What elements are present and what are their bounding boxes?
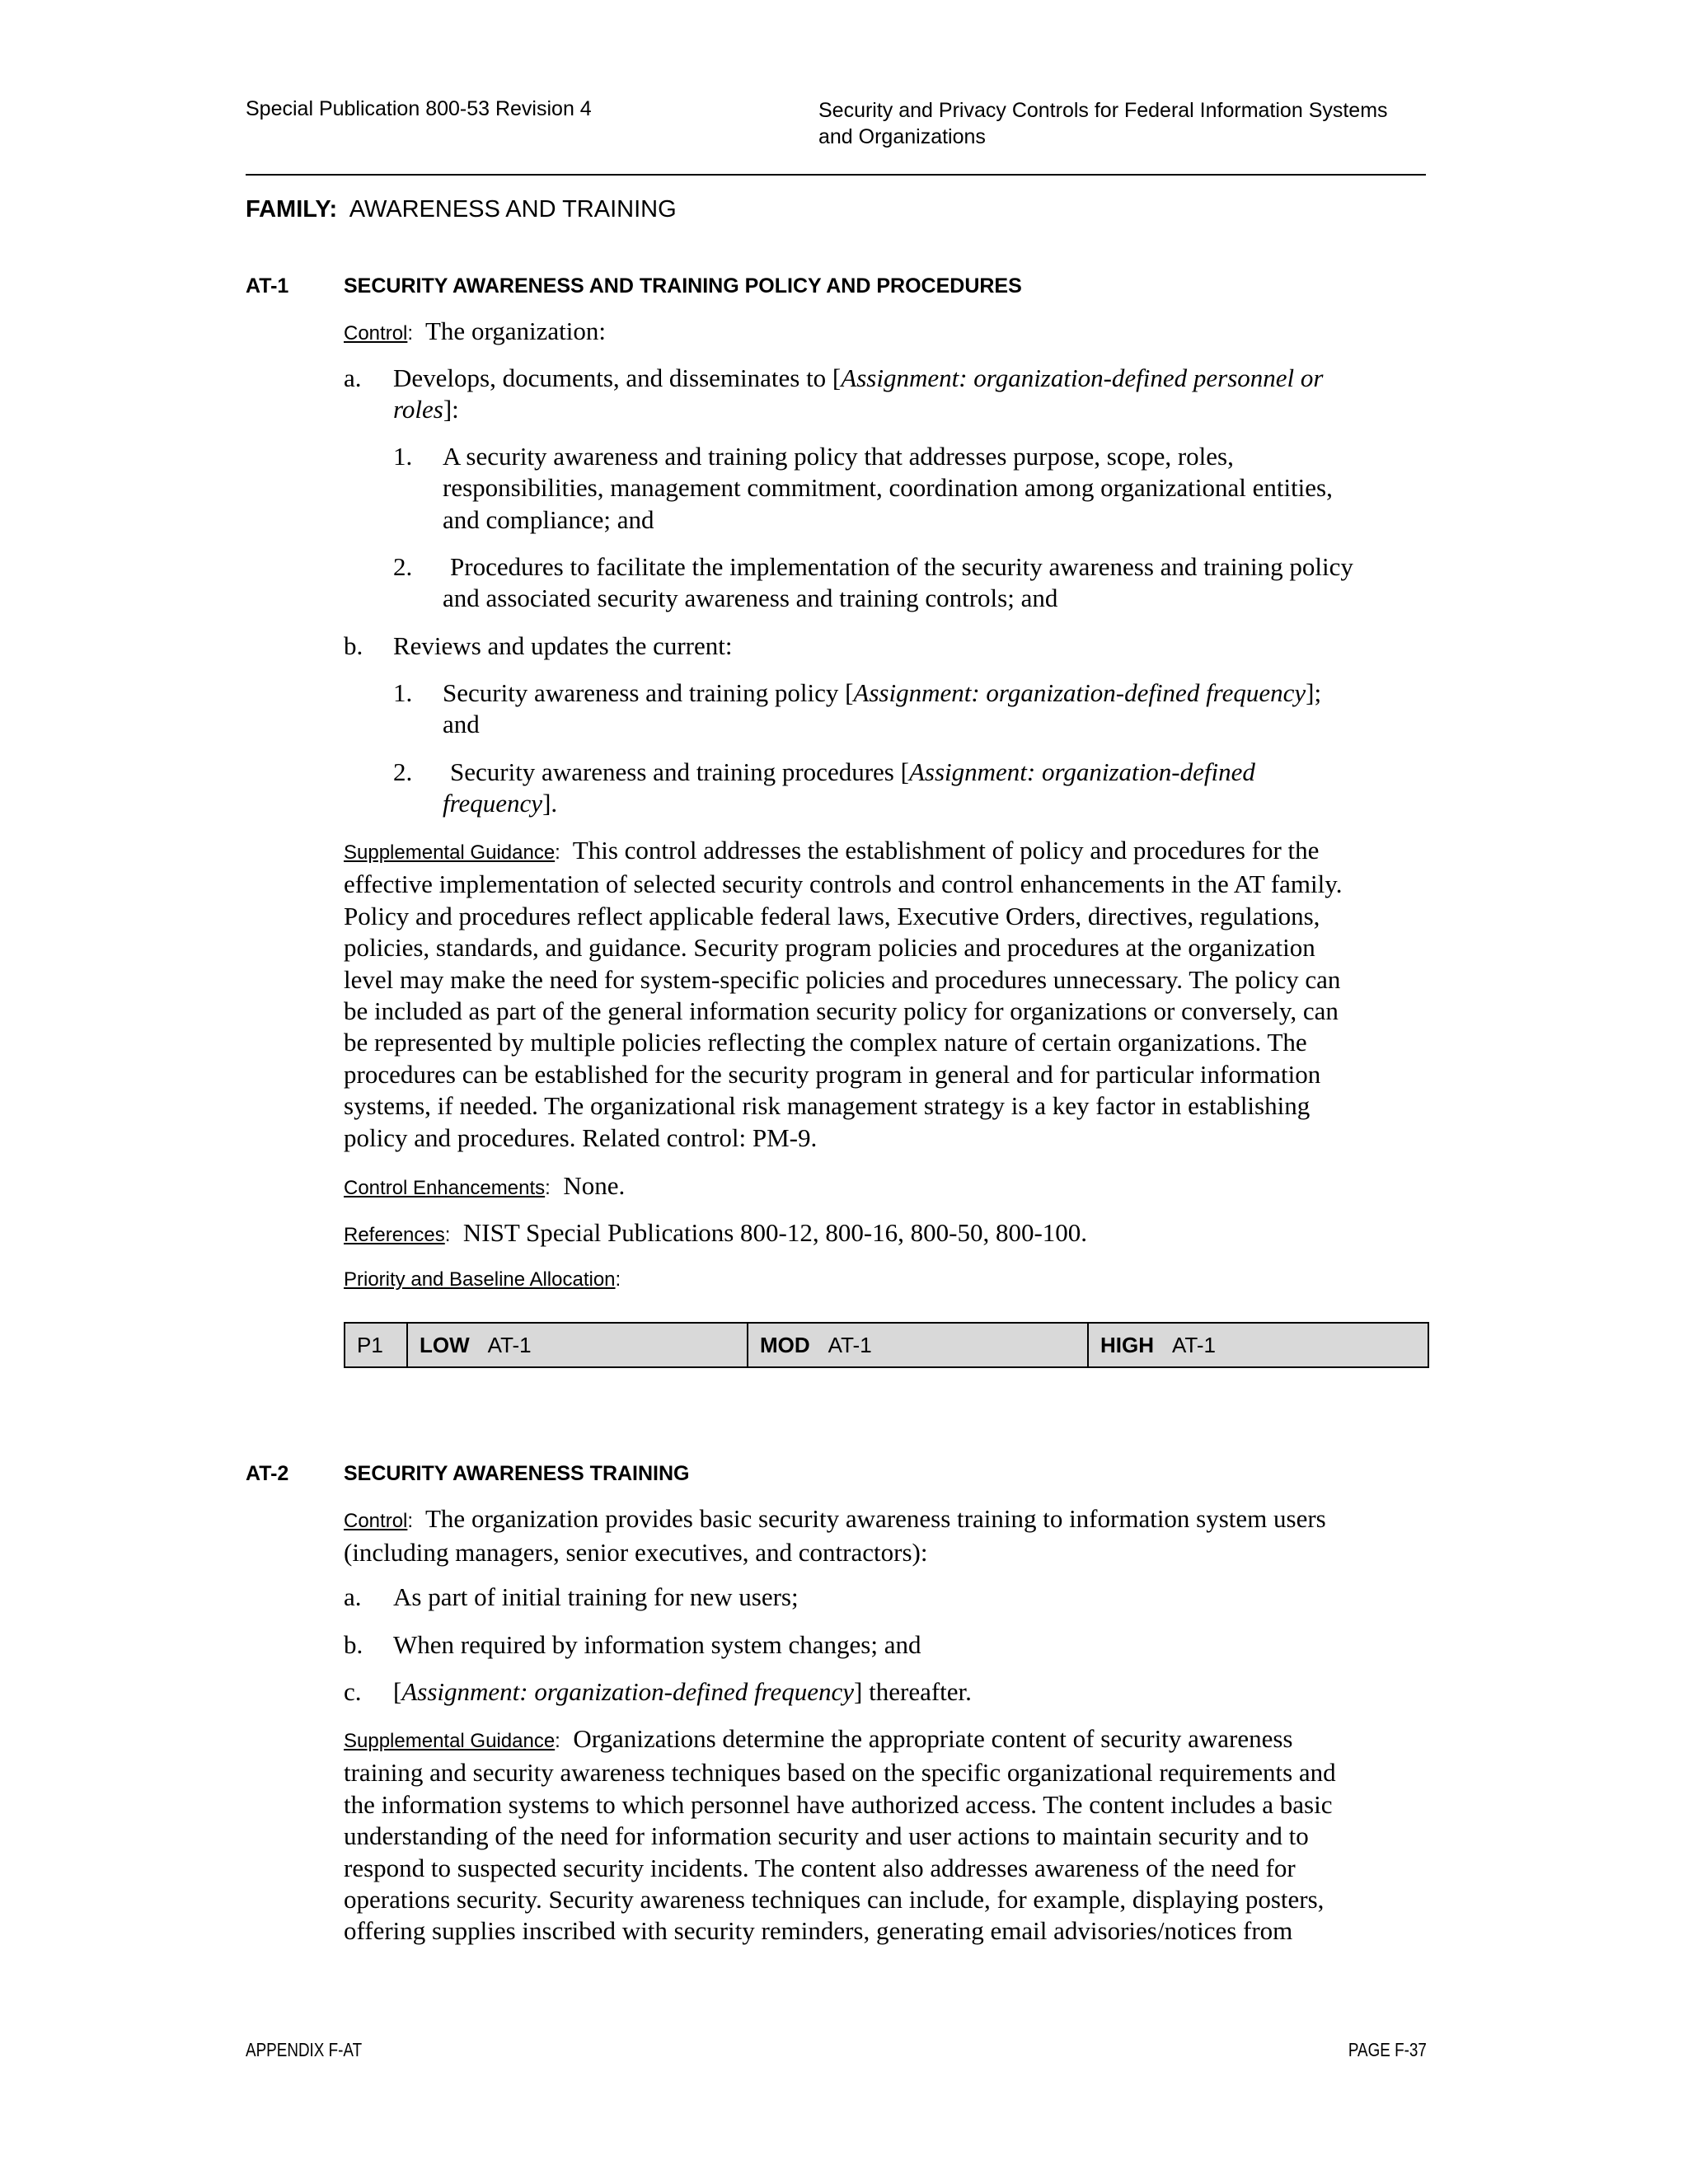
high-label: HIGH bbox=[1100, 1332, 1154, 1357]
at1-item-a-text1: Develops, documents, and disseminates to [ bbox=[393, 363, 842, 392]
at1-sg-line: policies, standards, and guidance. Security program policies and procedures at the organization bbox=[344, 933, 1315, 963]
at1-ce-text: None. bbox=[563, 1171, 626, 1200]
at1-control-intro: The organization: bbox=[425, 316, 606, 345]
at1-item-b bbox=[344, 630, 1428, 662]
at1-item-a-text2: ]: bbox=[443, 395, 459, 424]
footer-appendix: APPENDIX F-AT bbox=[246, 2039, 363, 2060]
at2-item-c-assign: Assignment: organization-defined frequency bbox=[401, 1677, 855, 1706]
header-rule bbox=[246, 174, 1426, 176]
at2-sg-line: the information systems to which personnel have authorized access. The content includes a basic bbox=[344, 1789, 1333, 1819]
at1-item-b-marker: b. bbox=[344, 631, 363, 660]
high-value: AT-1 bbox=[1172, 1332, 1216, 1357]
at1-id: AT-1 bbox=[246, 274, 289, 298]
at2-control: Control: The organization provides basic security awareness training to information system users (including managers, senior executives, and contractors): bbox=[344, 1503, 1428, 1569]
at1-item-a bbox=[344, 363, 1428, 426]
low-baseline-cell bbox=[406, 1324, 747, 1366]
at1-sg-line: level may make the need for system-specific policies and procedures unnecessary. The policy can bbox=[344, 964, 1341, 994]
at1-item-b1 bbox=[393, 677, 1428, 741]
at1-sg-line: systems, if needed. The organizational risk management strategy is a key factor in establishing bbox=[344, 1091, 1311, 1121]
at1-sg-line: policy and procedures. Related control: PM-9. bbox=[344, 1122, 818, 1152]
mod-label: MOD bbox=[760, 1332, 810, 1357]
baseline-allocation-table bbox=[344, 1322, 1429, 1368]
at1-item-a-assign: Assignment: organization-defined personnel or bbox=[841, 363, 1324, 392]
at1-item-b1-marker: 1. bbox=[393, 678, 413, 707]
at1-sg-line: This control addresses the establishment of policy and procedures for the bbox=[572, 836, 1320, 865]
mod-baseline-cell bbox=[747, 1324, 1087, 1366]
mod-value: AT-1 bbox=[828, 1332, 872, 1357]
at1-title: SECURITY AWARENESS AND TRAINING POLICY AND PROCEDURES bbox=[344, 274, 1022, 298]
at1-control-enhancements: Control Enhancements: None. bbox=[344, 1171, 626, 1200]
at1-ce-label: Control Enhancements bbox=[344, 1177, 546, 1199]
at1-control-label: Control bbox=[344, 322, 408, 344]
at2-sg-line: offering supplies inscribed with security reminders, generating email advisories/notices from bbox=[344, 1916, 1293, 1946]
running-header-right-line1: Security and Privacy Controls for Federal Information Systems bbox=[818, 99, 1388, 122]
at1-item-b2-text2: ]. bbox=[542, 789, 558, 818]
family-name: AWARENESS AND TRAINING bbox=[349, 196, 677, 223]
at2-item-c-text1: [ bbox=[393, 1677, 402, 1706]
at2-title: SECURITY AWARENESS TRAINING bbox=[344, 1462, 690, 1485]
at1-sg-label: Supplemental Guidance bbox=[344, 841, 556, 864]
running-header-right-line2: and Organizations bbox=[818, 125, 986, 148]
at1-item-a1-line2: responsibilities, management commitment, coordination among organizational entities, bbox=[443, 473, 1333, 503]
at1-item-b2-assign: Assignment: organization-defined bbox=[908, 757, 1255, 786]
at1-item-a1-line1: A security awareness and training policy that addresses purpose, scope, roles, bbox=[443, 442, 1234, 471]
at1-priority-baseline: Priority and Baseline Allocation: bbox=[344, 1268, 621, 1291]
family-label: FAMILY: bbox=[246, 196, 338, 223]
footer-page-number: PAGE F-37 bbox=[1348, 2039, 1427, 2060]
high-baseline-cell bbox=[1087, 1324, 1428, 1366]
at2-item-b bbox=[344, 1629, 1428, 1661]
at2-item-c-text2: ] thereafter. bbox=[854, 1677, 972, 1706]
at2-sg-line: respond to suspected security incidents. The content also addresses awareness of the need for bbox=[344, 1853, 1296, 1882]
at1-item-b1-line2: and bbox=[443, 710, 480, 739]
at2-supplemental-guidance: Supplemental Guidance: Organizations determine the appropriate content of security awareness training and security awareness techniques based on the specific organizational requirements and the information systems to which personnel have authorized access. The content includes a basic understanding of the need for information security and user actions to maintain security and to respond to suspected security incidents. The content also addresses awareness of the need for operations security. Security awareness techniques can include, for example, displaying posters, offering supplies inscribed with security reminders, generating email advisories/notices from bbox=[344, 1723, 1428, 1947]
at1-item-b1-text2: ]; bbox=[1306, 678, 1322, 707]
at1-item-a1-line3: and compliance; and bbox=[443, 504, 654, 534]
at2-id: AT-2 bbox=[246, 1462, 289, 1485]
low-label: LOW bbox=[420, 1332, 470, 1357]
at2-control-line1: The organization provides basic security awareness training to information system users bbox=[425, 1504, 1326, 1533]
family-heading bbox=[246, 196, 677, 223]
at2-sg-line: understanding of the need for information security and user actions to maintain security and to bbox=[344, 1821, 1309, 1851]
at2-control-label: Control bbox=[344, 1510, 408, 1532]
at1-item-a1-marker: 1. bbox=[393, 442, 413, 471]
at1-sg-line: procedures can be established for the security program in general and for particular information bbox=[344, 1059, 1321, 1089]
at2-item-a-text: As part of initial training for new users; bbox=[393, 1582, 799, 1611]
at1-ref-text: NIST Special Publications 800-12, 800-16, 800-50, 800-100. bbox=[462, 1218, 1088, 1247]
at2-item-b-text: When required by information system changes; and bbox=[393, 1630, 921, 1659]
at2-item-c bbox=[344, 1676, 1428, 1708]
at1-item-a-marker: a. bbox=[344, 363, 362, 392]
running-header-right bbox=[818, 97, 1445, 150]
at1-item-a2-marker: 2. bbox=[393, 552, 413, 581]
at1-item-a2-line2: and associated security awareness and training controls; and bbox=[443, 583, 1058, 613]
at2-sg-line: training and security awareness techniques based on the specific organizational requirements and bbox=[344, 1758, 1336, 1788]
at1-item-b1-assign: Assignment: organization-defined frequency bbox=[853, 678, 1306, 707]
at1-item-b-text: Reviews and updates the current: bbox=[393, 631, 733, 660]
at1-sg-line: effective implementation of selected security controls and control enhancements in the AT family. bbox=[344, 869, 1343, 899]
at1-item-a2-line1: Procedures to facilitate the implementation of the security awareness and training policy bbox=[450, 552, 1353, 581]
at1-item-b2 bbox=[393, 757, 1428, 820]
low-value: AT-1 bbox=[487, 1332, 532, 1357]
at2-sg-line: Organizations determine the appropriate content of security awareness bbox=[573, 1724, 1293, 1753]
at1-sg-line: be included as part of the general information security policy for organizations or conversely, can bbox=[344, 996, 1339, 1026]
at1-ref-label: References bbox=[344, 1224, 445, 1246]
at1-sg-line: Policy and procedures reflect applicable federal laws, Executive Orders, directives, regulations, bbox=[344, 901, 1320, 930]
at1-sg-line: be represented by multiple policies reflecting the complex nature of certain organizations. The bbox=[344, 1028, 1307, 1057]
at2-item-a bbox=[344, 1582, 1428, 1613]
at1-item-a-assign2: roles bbox=[393, 395, 443, 424]
at2-sg-line: operations security. Security awareness techniques can include, for example, displaying posters, bbox=[344, 1885, 1325, 1915]
at2-item-a-marker: a. bbox=[344, 1582, 362, 1611]
at1-control: Control: The organization: bbox=[344, 316, 606, 345]
at1-references: References: NIST Special Publications 800-12, 800-16, 800-50, 800-100. bbox=[344, 1218, 1088, 1247]
at1-item-b1-text1: Security awareness and training policy [ bbox=[443, 678, 854, 707]
at1-pba-label: Priority and Baseline Allocation bbox=[344, 1268, 616, 1291]
at1-item-b2-assign2: frequency bbox=[443, 789, 543, 818]
at2-sg-label: Supplemental Guidance bbox=[344, 1730, 556, 1752]
running-header-left: Special Publication 800-53 Revision 4 bbox=[246, 97, 592, 120]
priority-value: P1 bbox=[357, 1332, 383, 1357]
at2-item-c-marker: c. bbox=[344, 1677, 362, 1706]
at1-item-a2 bbox=[393, 551, 1428, 615]
at1-supplemental-guidance: Supplemental Guidance: This control addresses the establishment of policy and procedures for the effective implementation of selected security controls and control enhancements in the AT family. Policy and procedures reflect applicable federal laws, Executive Orders, directives, regulations, policies, standards, and guidance. Security program policies and procedures at the organization level may make the need for system-specific policies and procedures unnecessary. The policy can be included as part of the general information security policy for organizations or conversely, can be represented by multiple policies reflecting the complex nature of certain organizations. The procedures can be established for the security program in general and for particular information systems, if needed. The organizational risk management strategy is a key factor in establishing policy and procedures. Related control: PM-9. bbox=[344, 835, 1428, 1154]
at1-item-b2-marker: 2. bbox=[393, 757, 413, 786]
priority-cell bbox=[345, 1324, 406, 1366]
at1-item-a1 bbox=[393, 441, 1428, 536]
at2-control-line2: (including managers, senior executives, and contractors): bbox=[344, 1538, 928, 1568]
at2-item-b-marker: b. bbox=[344, 1630, 363, 1659]
at1-item-b2-text1: Security awareness and training procedures [ bbox=[450, 757, 909, 786]
